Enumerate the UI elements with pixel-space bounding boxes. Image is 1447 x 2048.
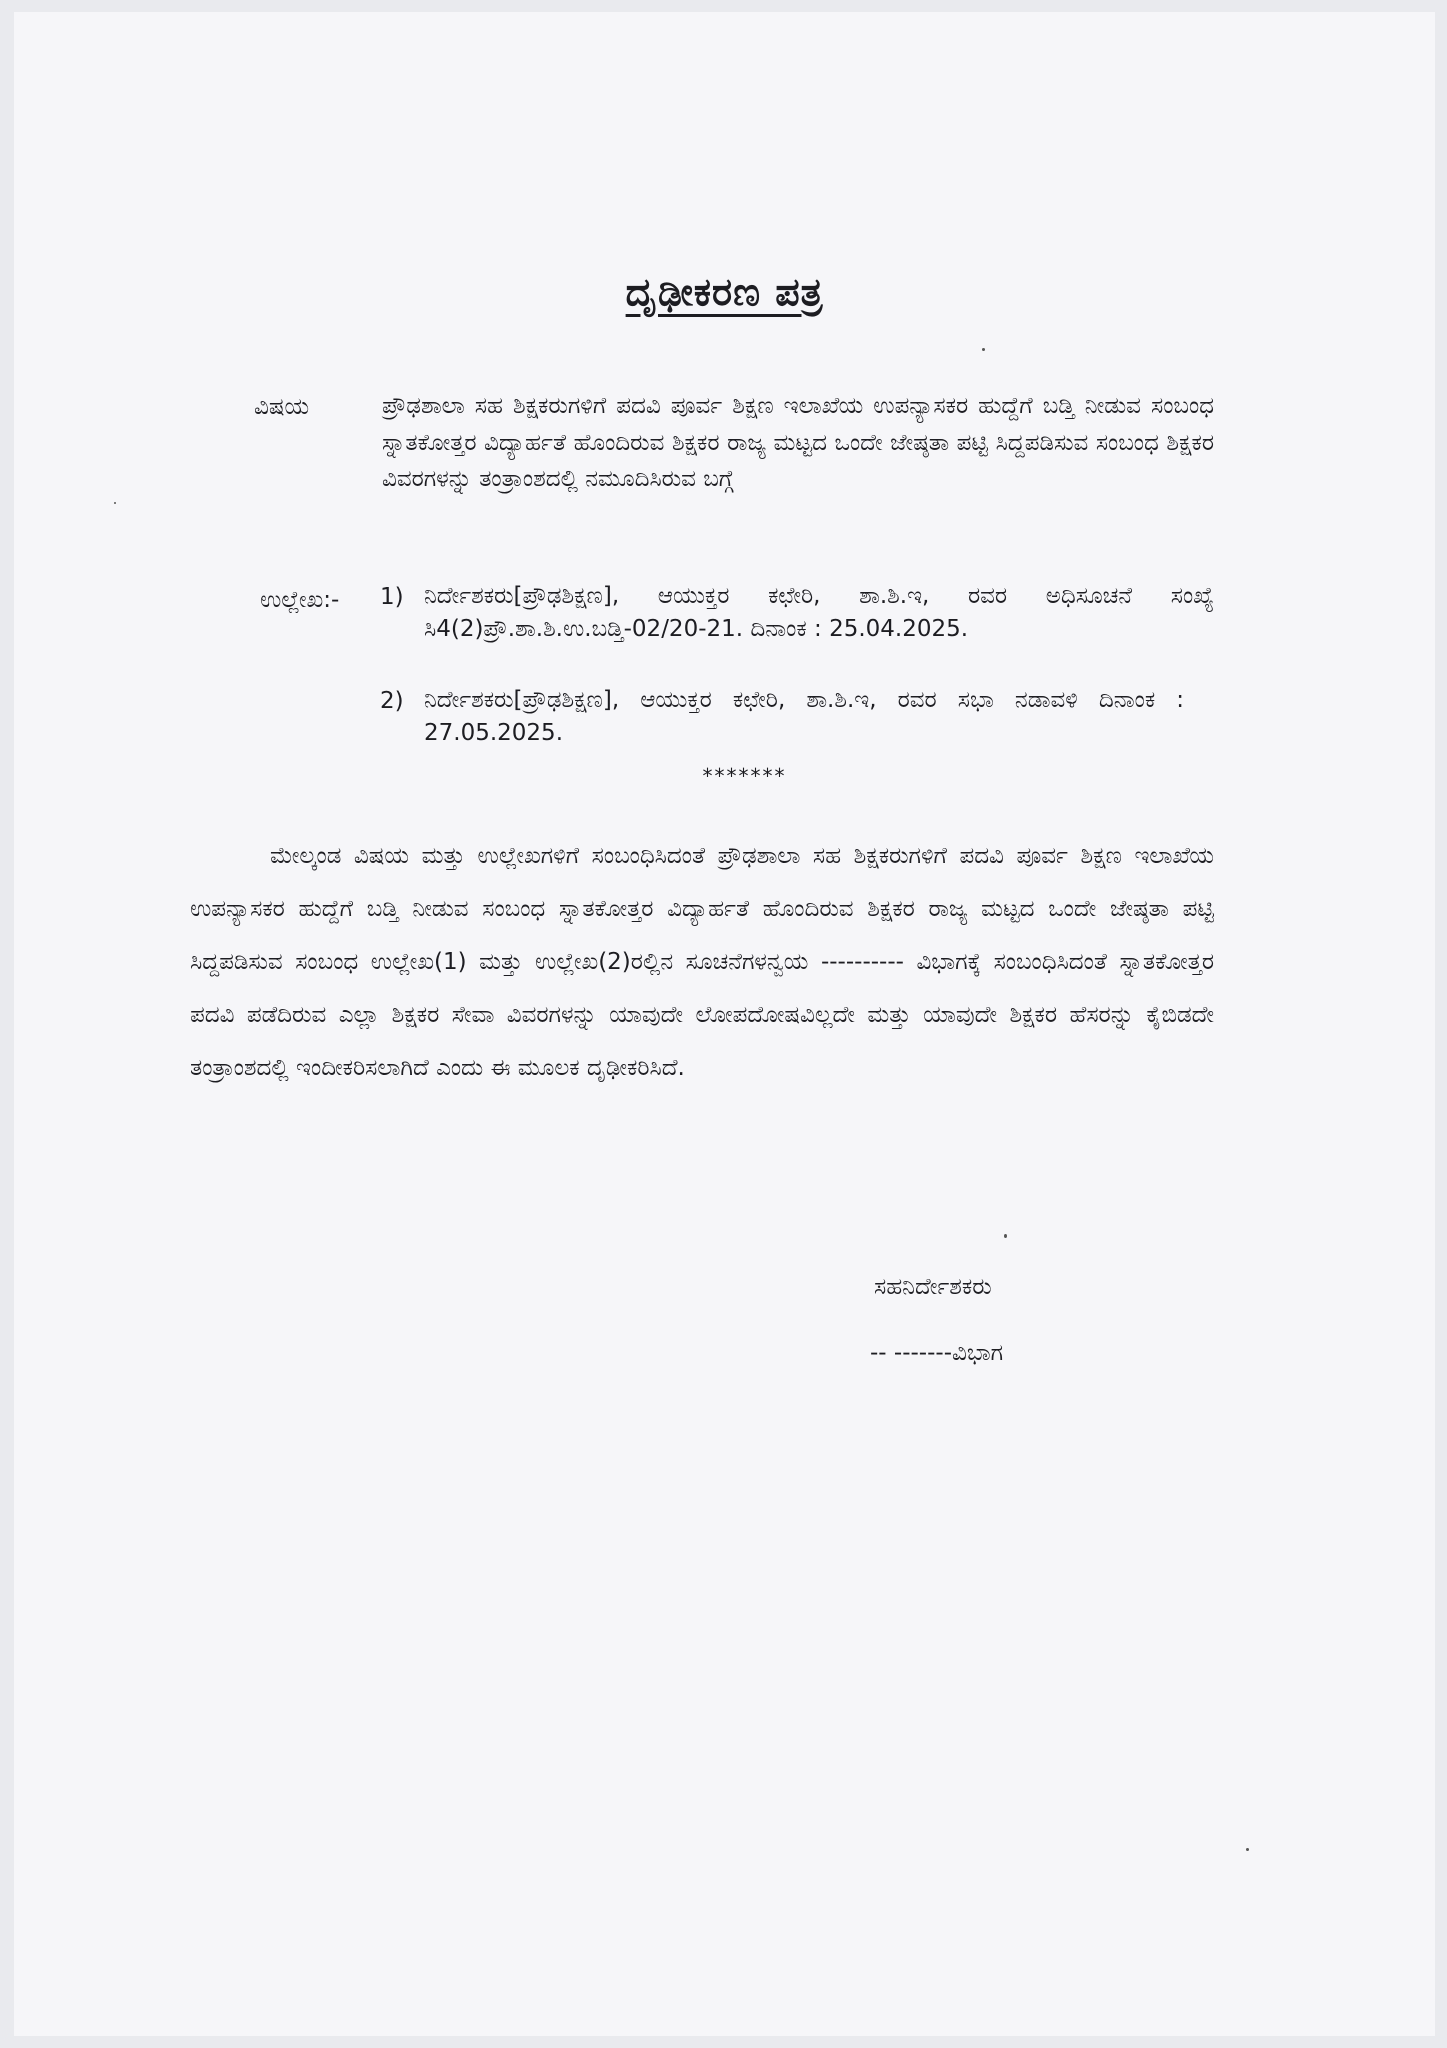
reference-2-text: ನಿರ್ದೇಶಕರು[ಪ್ರೌಢಶಿಕ್ಷಣ], ಆಯುಕ್ತರ ಕಛೇರಿ, ಶಾ.ಶಿ.ಇ, ರವರ ಸಭಾ ನಡಾವಳಿ ದಿನಾಂಕ : 27.05.2025. [424,687,1184,746]
scan-speck [982,348,985,351]
subject-label: ವಿಷಯ [254,394,310,420]
references-label: ಉಲ್ಲೇಖ:- [260,587,340,613]
document-page [14,12,1435,2036]
reference-1-number: 1) [380,584,404,610]
subject-text: ಪ್ರೌಢಶಾಲಾ ಸಹ ಶಿಕ್ಷಕರುಗಳಿಗೆ ಪದವಿ ಪೂರ್ವ ಶಿಕ್ಷಣ ಇಲಾಖೆಯ ಉಪನ್ಯಾಸಕರ ಹುದ್ದೆಗೆ ಬಡ್ತಿ ನೀಡುವ ಸಂಬಂಧ ಸ್ನಾತಕೋತ್ತರ ವಿದ್ಯಾರ್ಹತೆ ಹೊಂದಿರುವ ಶಿಕ್ಷಕರ ರಾಜ್ಯ ಮಟ್ಟದ ಒಂದೇ ಜೇಷ್ಠತಾ ಪಟ್ಟಿ ಸಿದ್ದಪಡಿಸುವ ಸಂಬಂಧ ಶಿಕ್ಷಕರ ವಿವರಗಳನ್ನು ತಂತ್ರಾಂಶದಲ್ಲಿ ನಮೂದಿಸಿರುವ ಬಗ್ಗೆ [382,393,1214,492]
scan-speck [1246,1848,1249,1851]
scan-speck [1004,1234,1007,1238]
reference-1-text: ನಿರ್ದೇಶಕರು[ಪ್ರೌಢಶಿಕ್ಷಣ], ಆಯುಕ್ತರ ಕಛೇರಿ, ಶಾ.ಶಿ.ಇ, ರವರ ಅಧಿಸೂಚನೆ ಸಂಖ್ಯೆ ಸಿ4(2)ಪ್ರೌ.ಶಾ.ಶಿ.ಉ.ಬಡ್ತಿ-02/20-21. ದಿನಾಂಕ : 25.04.2025. [424,583,1214,642]
signature-department: -- -------ವಿಭಾಗ [870,1340,1004,1366]
reference-2-number: 2) [380,688,404,714]
document-title: ದೃಢೀಕರಣ ಪತ್ರ [625,270,824,314]
section-separator: ******* [702,764,787,788]
signature-title: ಸಹನಿರ್ದೇಶಕರು [874,1274,992,1300]
scan-speck [114,502,116,504]
body-paragraph: ಮೇಲ್ಕಂಡ ವಿಷಯ ಮತ್ತು ಉಲ್ಲೇಖಗಳಿಗೆ ಸಂಬಂಧಿಸಿದಂತೆ ಪ್ರೌಢಶಾಲಾ ಸಹ ಶಿಕ್ಷಕರುಗಳಿಗೆ ಪದವಿ ಪೂರ್ವ ಶಿಕ್ಷಣ ಇಲಾಖೆಯ ಉಪನ್ಯಾಸಕರ ಹುದ್ದೆಗೆ ಬಡ್ತಿ ನೀಡುವ ಸಂಬಂಧ ಸ್ನಾತಕೋತ್ತರ ವಿದ್ಯಾರ್ಹತೆ ಹೊಂದಿರುವ ಶಿಕ್ಷಕರ ರಾಜ್ಯ ಮಟ್ಟದ ಒಂದೇ ಜೇಷ್ಠತಾ ಪಟ್ಟಿ ಸಿದ್ದಪಡಿಸುವ ಸಂಬಂಧ ಉಲ್ಲೇಖ(1) ಮತ್ತು ಉಲ್ಲೇಖ(2)ರಲ್ಲಿನ ಸೂಚನೆಗಳನ್ವಯ ---------- ವಿಭಾಗಕ್ಕೆ ಸಂಬಂಧಿಸಿದಂತೆ ಸ್ನಾತಕೋತ್ತರ ಪದವಿ ಪಡೆದಿರುವ ಎಲ್ಲಾ ಶಿಕ್ಷಕರ ಸೇವಾ ವಿವರಗಳನ್ನು ಯಾವುದೇ ಲೋಪದೋಷವಿಲ್ಲದೇ ಮತ್ತು ಯಾವುದೇ ಶಿಕ್ಷಕರ ಹೆಸರನ್ನು ಕೈಬಿಡದೇ ತಂತ್ರಾಂಶದಲ್ಲಿ ಇಂದೀಕರಿಸಲಾಗಿದೆ ಎಂದು ಈ ಮೂಲಕ ದೃಢೀಕರಿಸಿದೆ. [190,843,1214,1081]
